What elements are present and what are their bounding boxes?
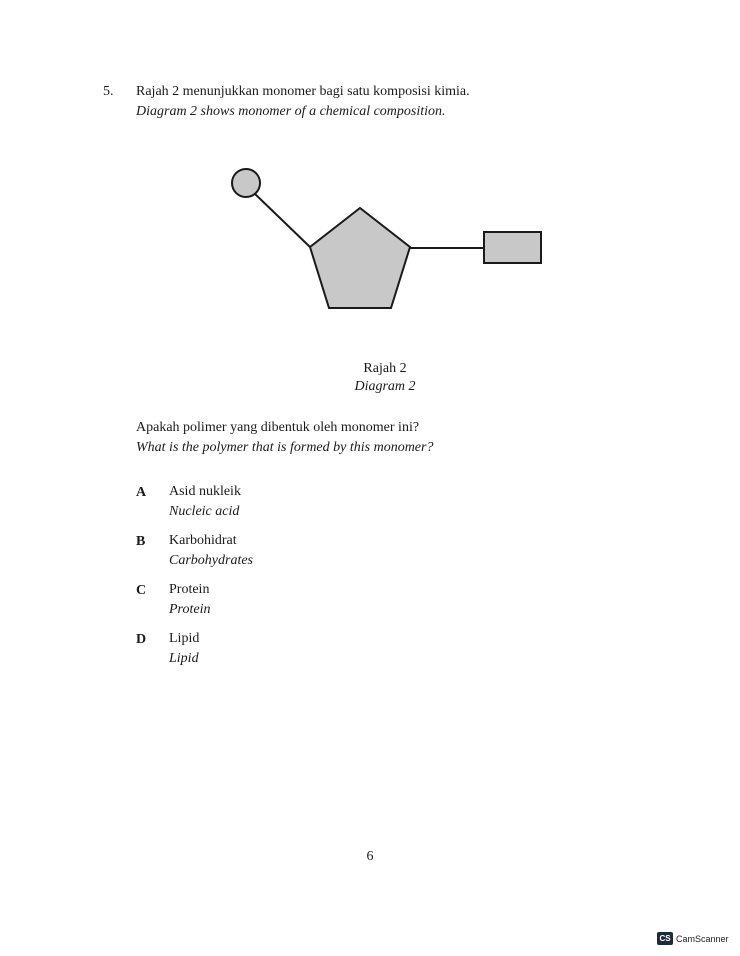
- question-number: 5.: [103, 84, 114, 99]
- option-b-letter: B: [136, 534, 146, 549]
- camscanner-watermark: [657, 932, 729, 945]
- option-d-malay: Lipid: [169, 631, 200, 646]
- option-d-english: Lipid: [169, 651, 199, 666]
- option-a-letter: A: [136, 485, 147, 500]
- option-b-malay: Karbohidrat: [169, 533, 237, 548]
- phosphate-circle: [232, 169, 260, 197]
- option-a-english: Nucleic acid: [169, 504, 240, 519]
- camscanner-logo-icon: CS: [657, 932, 673, 945]
- sugar-pentagon: [310, 208, 410, 308]
- option-b-english: Carbohydrates: [169, 553, 253, 568]
- option-d-letter: D: [136, 632, 147, 647]
- prompt-english: What is the polymer that is formed by this monomer?: [136, 440, 434, 455]
- prompt-malay: Apakah polimer yang dibentuk oleh monomer ini?: [136, 420, 420, 435]
- diagram-caption-malay: Rajah 2: [363, 361, 407, 376]
- camscanner-label: CamScanner: [676, 933, 729, 944]
- question-text-english: Diagram 2 shows monomer of a chemical composition.: [136, 104, 446, 119]
- monomer-diagram: [220, 150, 560, 335]
- phosphate-bond: [254, 193, 310, 247]
- option-a-malay: Asid nukleik: [169, 484, 241, 499]
- question-text-malay: Rajah 2 menunjukkan monomer bagi satu komposisi kimia.: [136, 84, 470, 99]
- option-c-english: Protein: [169, 602, 211, 617]
- option-c-malay: Protein: [169, 582, 210, 597]
- base-rectangle: [484, 232, 541, 263]
- page-number: 6: [366, 849, 374, 864]
- option-c-letter: C: [136, 583, 147, 598]
- diagram-caption-english: Diagram 2: [354, 379, 416, 394]
